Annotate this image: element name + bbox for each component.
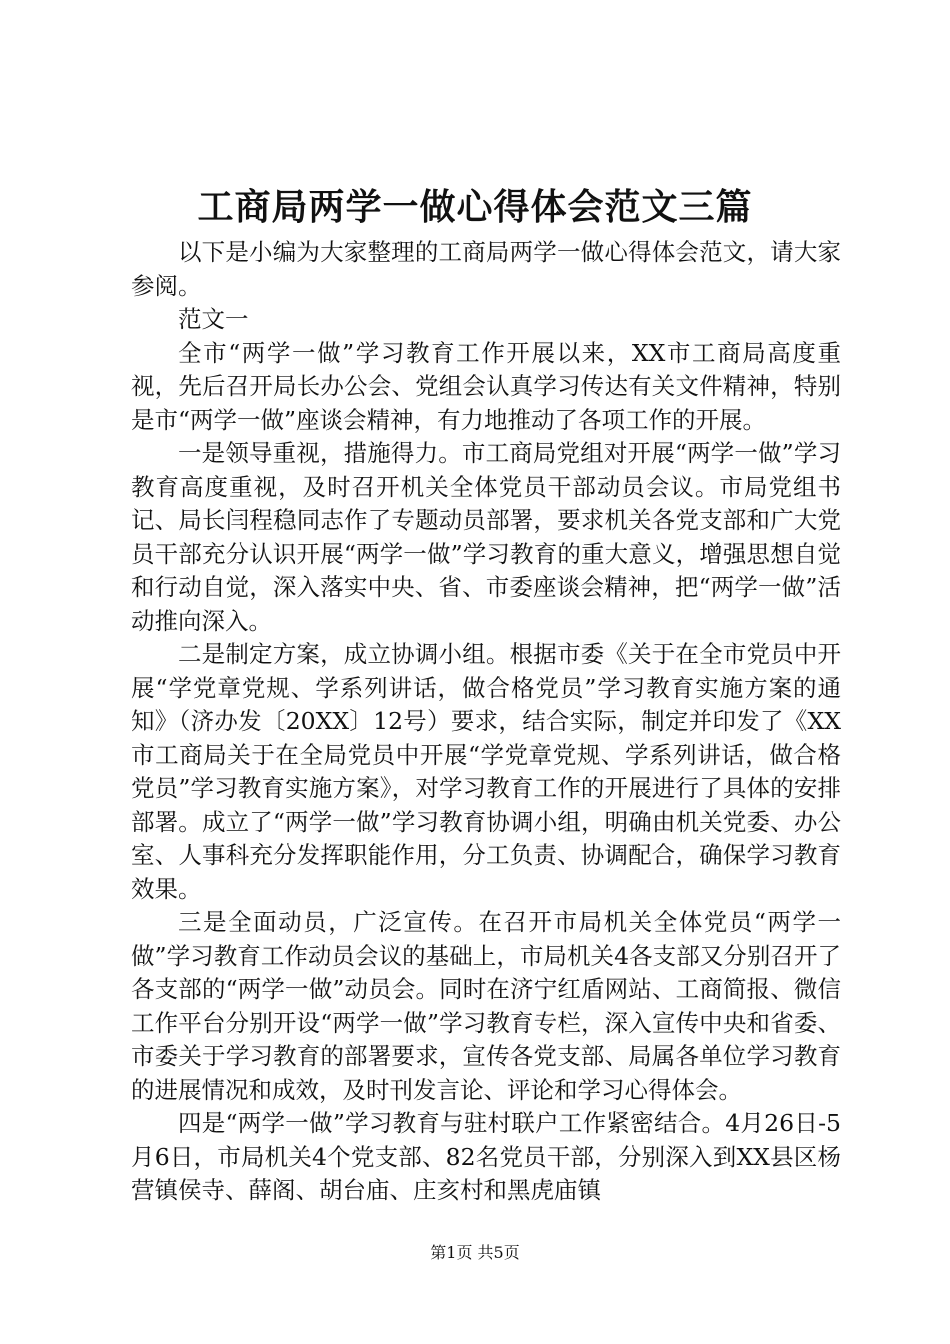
paragraph-intro: 以下是小编为大家整理的工商局两学一做心得体会范文，请大家参阅。	[131, 238, 841, 300]
paragraph-point-one: 一是领导重视，措施得力。市工商局党组对开展“两学一做”学习教育高度重视，及时召开机关全体党员干部动员会议。市局党组书记、局长闫程稳同志作了专题动员部署，要求机关各党支部和广大党员干部充分认识开展“两学一做”学习教育的重大意义，增强思想自觉和行动自觉，深入落实中央、省、市委座谈会精神，把“两学一做”活动推向深入。	[131, 439, 841, 635]
paragraph-overview: 全市“两学一做”学习教育工作开展以来，XX市工商局高度重视，先后召开局长办公会、党组会认真学习传达有关文件精神，特别是市“两学一做”座谈会精神，有力地推动了各项工作的开展。	[131, 338, 841, 434]
paragraph-point-three: 三是全面动员，广泛宣传。在召开市局机关全体党员“两学一做”学习教育工作动员会议的基础上，市局机关4各支部又分别召开了各支部的“两学一做”动员会。同时在济宁红盾网站、工商简报、微信工作平台分别开设“两学一做”学习教育专栏，深入宣传中央和省委、市委关于学习教育的部署要求，宣传各党支部、局属各单位学习教育的进展情况和成效，及时刊发言论、评论和学习心得体会。	[131, 908, 841, 1104]
paragraph-point-two: 二是制定方案，成立协调小组。根据市委《关于在全市党员中开展“学党章党规、学系列讲话，做合格党员”学习教育实施方案的通知》（济办发〔20XX〕12号）要求，结合实际，制定并印发了《XX市工商局关于在全局党员中开展“学党章党规、学系列讲话，做合格党员”学习教育实施方案》，对学习教育工作的开展进行了具体的安排部署。成立了“两学一做”学习教育协调小组，明确由机关党委、办公室、人事科充分发挥职能作用，分工负责、协调配合，确保学习教育效果。	[131, 640, 841, 903]
page-footer: 第1页 共5页	[430, 1243, 520, 1262]
paragraph-section-heading: 范文一	[178, 305, 249, 333]
document-body	[131, 236, 841, 1208]
document-title: 工商局两学一做心得体会范文三篇	[197, 186, 753, 228]
paragraph-point-four: 四是“两学一做”学习教育与驻村联户工作紧密结合。4月26日-5月6日，市局机关4个党支部、82名党员干部，分别深入到XX县区杨营镇侯寺、薛阁、胡台庙、庄亥村和黑虎庙镇	[131, 1109, 841, 1204]
